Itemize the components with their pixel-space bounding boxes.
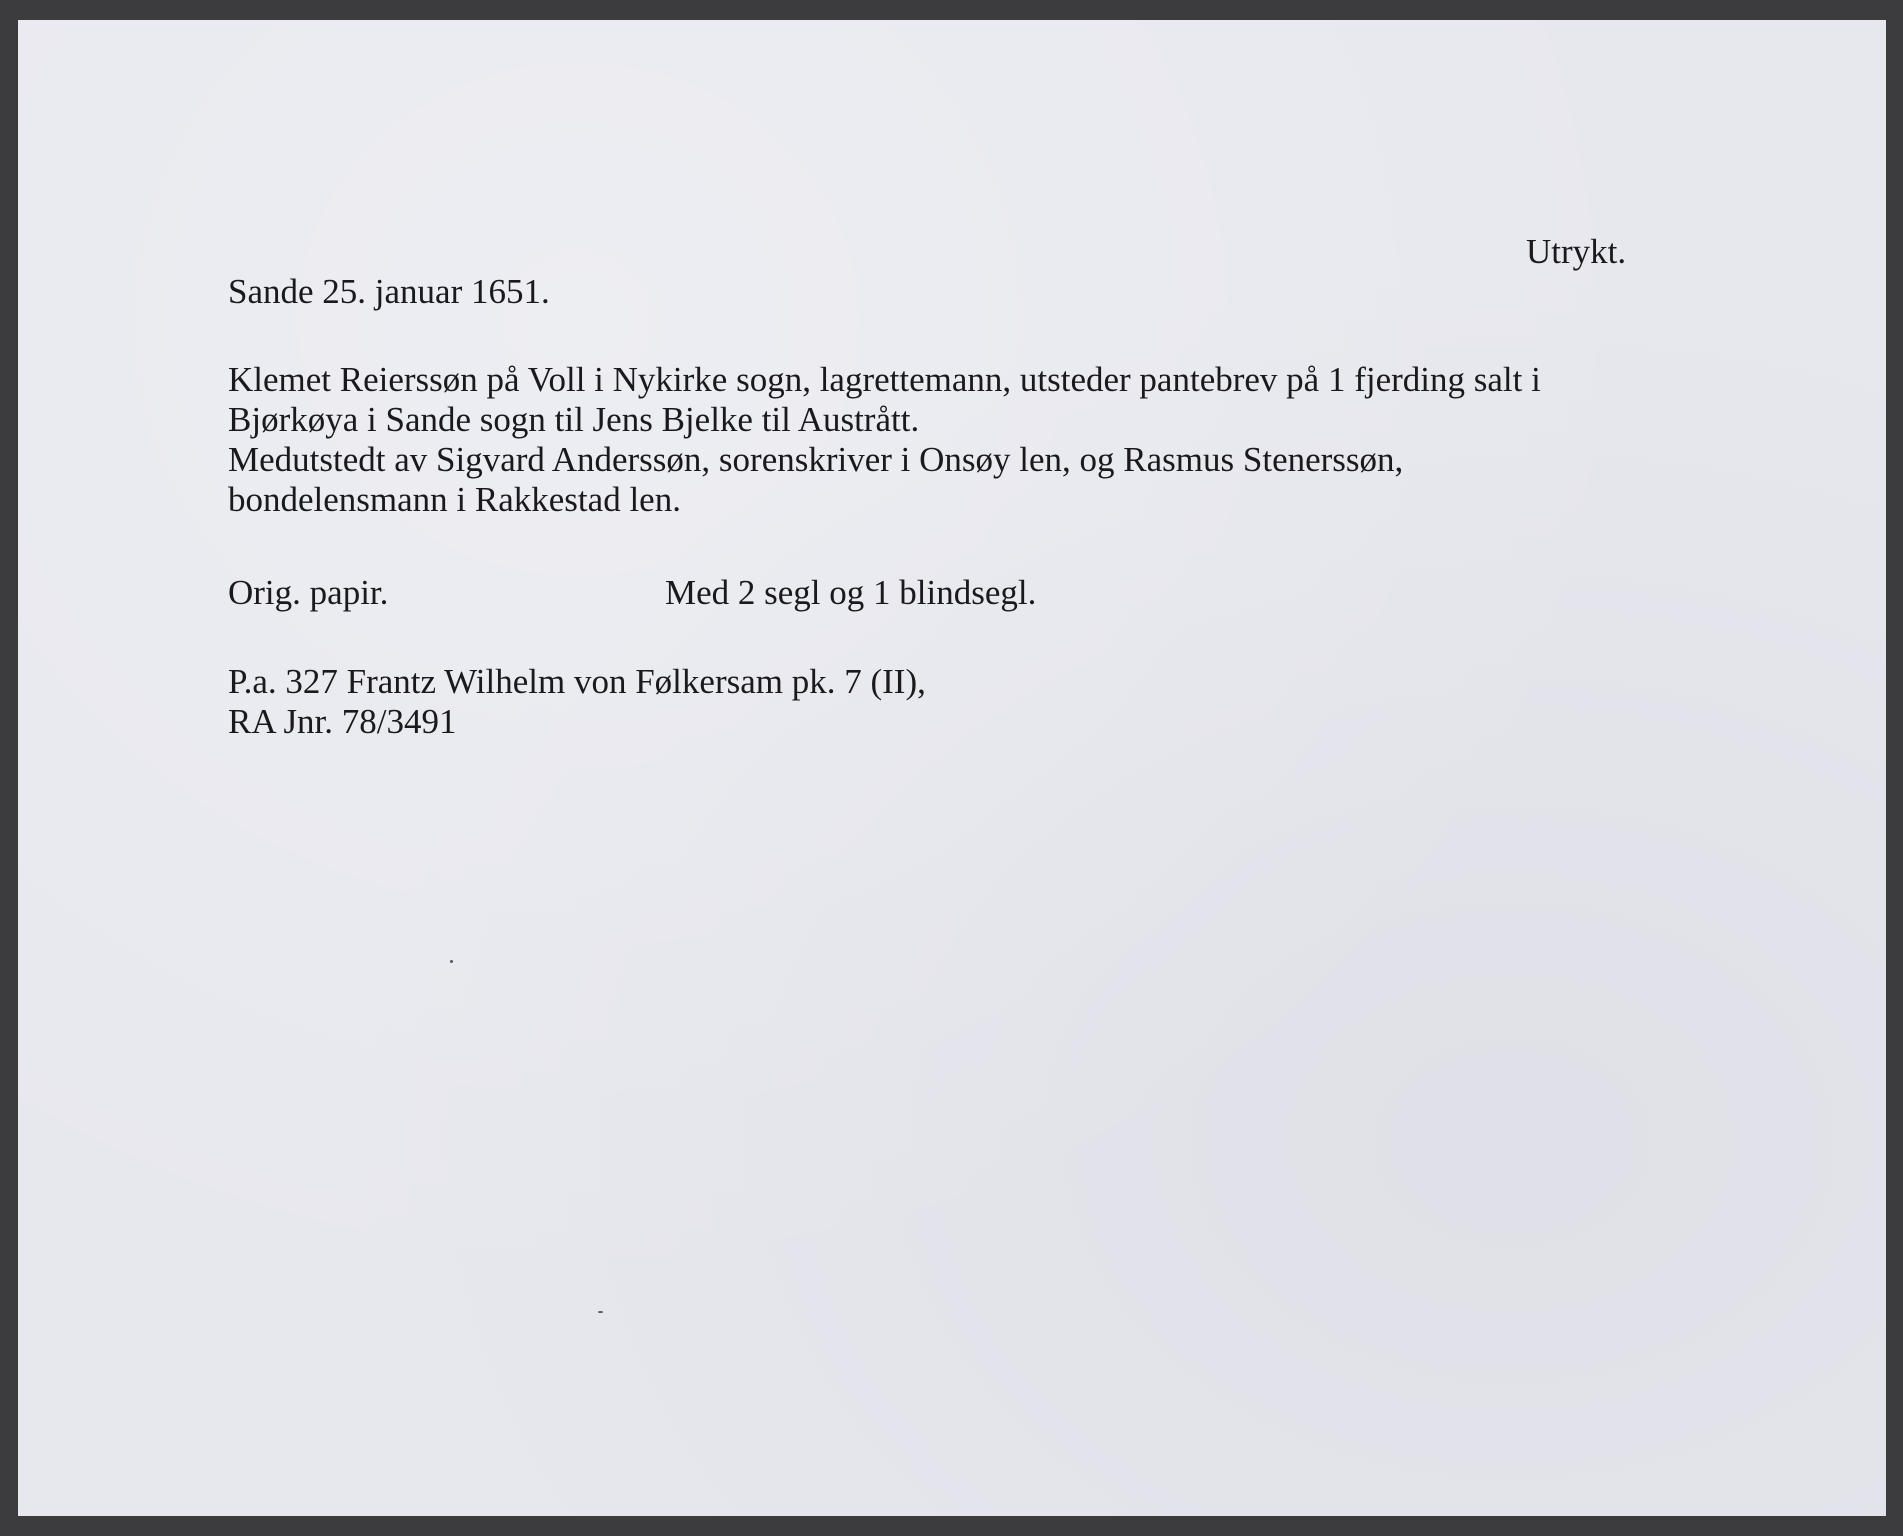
reference-line: P.a. 327 Frantz Wilhelm von Følkersam pk. 7 (II), (228, 662, 926, 701)
original-note: Orig. papir. (228, 573, 389, 612)
archive-reference (228, 662, 926, 742)
paper-speck (450, 960, 453, 963)
abstract-line: Klemet Reierssøn på Voll i Nykirke sogn, lagrettemann, utsteder pantebrev på 1 fjerding salt i (228, 360, 1541, 399)
abstract (228, 360, 1541, 520)
reference-line: RA Jnr. 78/3491 (228, 702, 457, 741)
seals-note: Med 2 segl og 1 blindsegl. (665, 573, 1037, 612)
date-place: Sande 25. januar 1651. (228, 272, 550, 311)
paper-speck (598, 1311, 603, 1313)
abstract-line: Medutstedt av Sigvard Anderssøn, sorenskriver i Onsøy len, og Rasmus Stenerssøn, (228, 440, 1404, 479)
abstract-line: Bjørkøya i Sande sogn til Jens Bjelke til Austrått. (228, 400, 920, 439)
print-status: Utrykt. (1526, 232, 1627, 271)
abstract-line: bondelensmann i Rakkestad len. (228, 480, 681, 519)
